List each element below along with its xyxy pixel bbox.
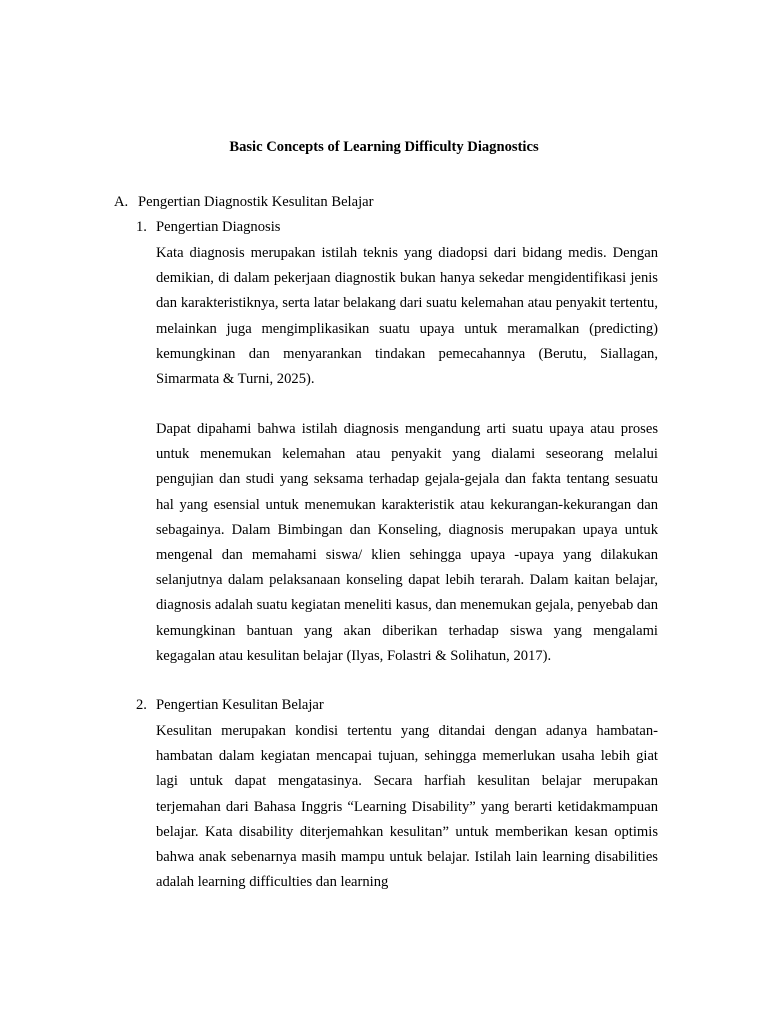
section-a-heading-text: Pengertian Diagnostik Kesulitan Belajar (138, 194, 374, 210)
subsection-1-heading-text: Pengertian Diagnosis (156, 219, 281, 235)
subsection-2-heading-text: Pengertian Kesulitan Belajar (156, 697, 324, 713)
subsection-1-paragraph-2: Dapat dipahami bahwa istilah diagnosis mengandung arti suatu upaya atau proses untuk menemukan kelemahan atau penyakit yang dialami seseorang melalui pengujian dan studi yang seksama terhadap gejala-gejala dan fakta tentang sesuatu hal yang esensial untuk menemukan karakteristik atau kekurangan-kekurangan dan sebagainya. Dalam Bimbingan dan Konseling, diagnosis merupakan upaya untuk mengenal dan memahami siswa/ klien sehingga upaya -upaya yang dilakukan selanjutnya dalam pelaksanaan konseling dapat lebih terarah. Dalam kaitan belajar, diagnosis adalah suatu kegiatan meneliti kasus, dan menemukan gejala, penyebab dan kemungkinan bantuan yang akan diberikan terhadap siswa yang mengalami kegagalan atau kesulitan belajar (Ilyas, Folastri & Solihatun, 2017). (156, 421, 658, 664)
section-a-heading (114, 192, 674, 212)
subsection-1-paragraph-1: Kata diagnosis merupakan istilah teknis yang diadopsi dari bidang medis. Dengan demikian, di dalam pekerjaan diagnostik bukan hanya sekedar mengidentifikasi jenis dan karakteristiknya, serta latar belakang dari suatu kelemahan atau penyakit tertentu, melainkan juga mengimplikasikan suatu upaya untuk meramalkan (predicting) kemungkinan dan menyarankan tindakan pemecahannya (Berutu, Siallagan, Simarmata & Turni, 2025). (156, 245, 658, 388)
document-title: Basic Concepts of Learning Difficulty Diagnostics (229, 139, 539, 155)
subsection-1-marker: 1. (136, 219, 147, 235)
subsection-2-heading (136, 695, 676, 715)
section-a-marker: A. (114, 194, 129, 210)
subsection-2-marker: 2. (136, 697, 147, 713)
subsection-1-heading (136, 217, 676, 237)
subsection-2-paragraph-1: Kesulitan merupakan kondisi tertentu yang ditandai dengan adanya hambatan-hambatan dalam kegiatan mencapai tujuan, sehingga memerlukan usaha lebih giat lagi untuk dapat mengatasinya. Secara harfiah kesulitan belajar merupakan terjemahan dari Bahasa Inggris “Learning Disability” yang berarti ketidakmampuan belajar. Kata disability diterjemahkan kesulitan” untuk memberikan kesan optimis bahwa anak sebenarnya masih mampu untuk belajar. Istilah lain learning disabilities adalah learning difficulties dan learning (156, 723, 658, 891)
